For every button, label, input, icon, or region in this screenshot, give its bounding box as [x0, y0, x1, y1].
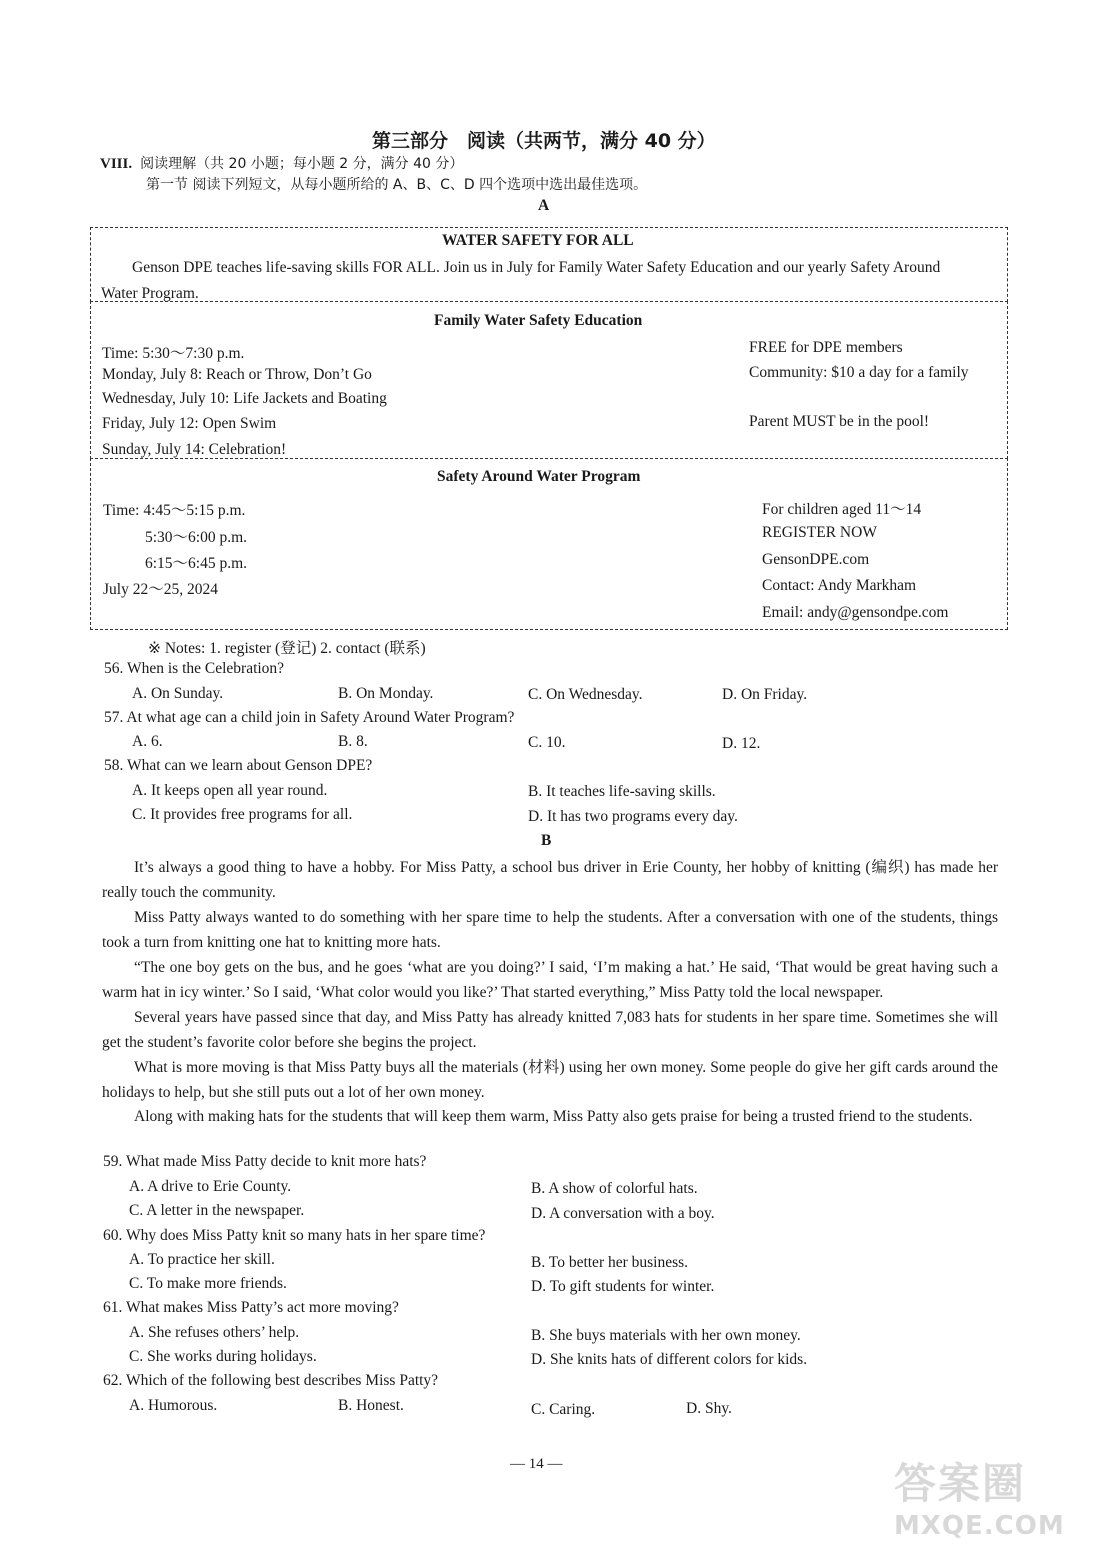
- family-session-friday: Friday, July 12: Open Swim: [102, 415, 277, 432]
- question-60-option-d: D. To gift students for winter.: [531, 1278, 715, 1295]
- notice-title: WATER SAFETY FOR ALL: [442, 232, 634, 249]
- page-number: — 14 —: [510, 1456, 563, 1472]
- question-58-option-a: A. It keeps open all year round.: [132, 782, 328, 799]
- part-title: 第三部分 阅读（共两节，满分 40 分）: [372, 130, 716, 152]
- question-62-option-d: D. Shy.: [686, 1400, 732, 1417]
- passage-b-paragraph-6: Along with making hats for the students that will keep them warm, Miss Patty also gets praise for being a trusted friend to the students.: [134, 1108, 973, 1125]
- question-58-stem: 58. What can we learn about Genson DPE?: [104, 757, 373, 774]
- program-title: Safety Around Water Program: [437, 468, 641, 485]
- family-education-title: Family Water Safety Education: [434, 312, 643, 329]
- question-58-option-b: B. It teaches life-saving skills.: [528, 783, 716, 800]
- family-session-sunday: Sunday, July 14: Celebration!: [102, 441, 287, 458]
- passage-b-paragraph-3: “The one boy gets on the bus, and he goes ‘what are you doing?’ I said, ‘I’m making a hat.’ He said, ‘That would be great having such a warm hat in icy winter.’ So I said, ‘What color would you like?’ That started everything,” Miss Patty told the local newspaper.: [102, 959, 998, 1001]
- question-62-option-a: A. Humorous.: [129, 1397, 218, 1414]
- family-fee-community: Community: $10 a day for a family: [749, 364, 969, 381]
- program-website: GensonDPE.com: [762, 551, 870, 568]
- program-age: For children aged 11～14: [762, 501, 922, 518]
- program-time-2: 5:30～6:00 p.m.: [145, 529, 248, 546]
- question-60-stem: 60. Why does Miss Patty knit so many hats in her spare time?: [103, 1227, 486, 1244]
- program-register: REGISTER NOW: [762, 524, 877, 541]
- family-fee-members: FREE for DPE members: [749, 339, 903, 356]
- passage-b-paragraph-1: It’s always a good thing to have a hobby. For Miss Patty, a school bus driver in Erie County, her hobby of knitting (编织) has made her really touch the community.: [102, 859, 998, 901]
- passage-b-paragraph-4: Several years have passed since that day, and Miss Patty has already knitted 7,083 hats for students in her spare time. Sometimes she will get the student’s favorite color before she begins the project.: [102, 1009, 998, 1051]
- passage-b-paragraph-5: What is more moving is that Miss Patty buys all the materials (材料) using her own money. Some people do give her gift cards around the holidays to help, but she still puts out a lot of her own money.: [102, 1059, 998, 1101]
- question-61-option-c: C. She works during holidays.: [129, 1348, 317, 1365]
- question-56-option-d: D. On Friday.: [722, 686, 808, 703]
- family-session-monday: Monday, July 8: Reach or Throw, Don’t Go: [102, 366, 372, 383]
- question-59-option-b: B. A show of colorful hats.: [531, 1180, 698, 1197]
- section-instruction: 第一节 阅读下列短文，从每小题所给的 A、B、C、D 四个选项中选出最佳选项。: [146, 177, 648, 193]
- family-time: Time: 5:30～7:30 p.m.: [102, 345, 245, 362]
- program-email: Email: andy@gensondpe.com: [762, 604, 949, 621]
- question-56-option-a: A. On Sunday.: [132, 685, 224, 702]
- question-62-option-c: C. Caring.: [531, 1401, 596, 1418]
- family-parent-note: Parent MUST be in the pool!: [749, 413, 930, 430]
- notice-intro-line2: Water Program.: [101, 285, 199, 302]
- watermark-domain-text: MXQE.COM: [894, 1511, 1065, 1541]
- program-time-1: Time: 4:45～5:15 p.m.: [103, 502, 246, 519]
- question-57-option-b: B. 8.: [338, 733, 368, 750]
- passage-a-letter: A: [538, 197, 550, 214]
- section-title: 阅读理解（共 20 小题；每小题 2 分，满分 40 分）: [140, 156, 464, 172]
- question-61-option-a: A. She refuses others’ help.: [129, 1324, 300, 1341]
- question-57-stem: 57. At what age can a child join in Safety Around Water Program?: [104, 709, 515, 726]
- question-60-option-c: C. To make more friends.: [129, 1275, 287, 1292]
- question-57-option-a: A. 6.: [132, 733, 163, 750]
- question-60-option-b: B. To better her business.: [531, 1254, 689, 1271]
- watermark-logo-text: 答案圈: [894, 1459, 1027, 1508]
- program-dates: July 22～25, 2024: [103, 581, 218, 598]
- question-62-option-b: B. Honest.: [338, 1397, 404, 1414]
- program-time-3: 6:15～6:45 p.m.: [145, 555, 248, 572]
- question-57-option-d: D. 12.: [722, 735, 761, 752]
- question-56-option-c: C. On Wednesday.: [528, 686, 643, 703]
- question-61-option-d: D. She knits hats of different colors for kids.: [531, 1351, 808, 1368]
- site-watermark: [894, 1451, 1084, 1551]
- question-59-option-d: D. A conversation with a boy.: [531, 1205, 715, 1222]
- program-contact: Contact: Andy Markham: [762, 577, 917, 594]
- passage-b-letter: B: [541, 832, 552, 849]
- question-61-option-b: B. She buys materials with her own money.: [531, 1327, 801, 1344]
- question-62-stem: 62. Which of the following best describes Miss Patty?: [103, 1372, 439, 1389]
- section-heading: [100, 153, 463, 173]
- passage-a-notes: ※ Notes: 1. register (登记) 2. contact (联系): [148, 640, 426, 657]
- question-56-stem: 56. When is the Celebration?: [104, 660, 285, 677]
- question-59-option-c: C. A letter in the newspaper.: [129, 1202, 305, 1219]
- passage-b-paragraph-2: Miss Patty always wanted to do something with her spare time to help the students. After a conversation with one of the students, things took a turn from knitting one hat to knitting more hats.: [102, 909, 998, 951]
- section-label: VIII.: [100, 156, 133, 172]
- question-58-option-c: C. It provides free programs for all.: [132, 806, 353, 823]
- family-session-wednesday: Wednesday, July 10: Life Jackets and Boating: [102, 390, 387, 407]
- question-59-stem: 59. What made Miss Patty decide to knit more hats?: [103, 1153, 427, 1170]
- question-58-option-d: D. It has two programs every day.: [528, 808, 738, 825]
- question-60-option-a: A. To practice her skill.: [129, 1251, 275, 1268]
- question-59-option-a: A. A drive to Erie County.: [129, 1178, 292, 1195]
- question-61-stem: 61. What makes Miss Patty’s act more moving?: [103, 1299, 399, 1316]
- question-57-option-c: C. 10.: [528, 734, 566, 751]
- question-56-option-b: B. On Monday.: [338, 685, 434, 702]
- notice-intro-line1: Genson DPE teaches life-saving skills FOR ALL. Join us in July for Family Water Safety Education and our yearly Safety Around: [132, 259, 941, 276]
